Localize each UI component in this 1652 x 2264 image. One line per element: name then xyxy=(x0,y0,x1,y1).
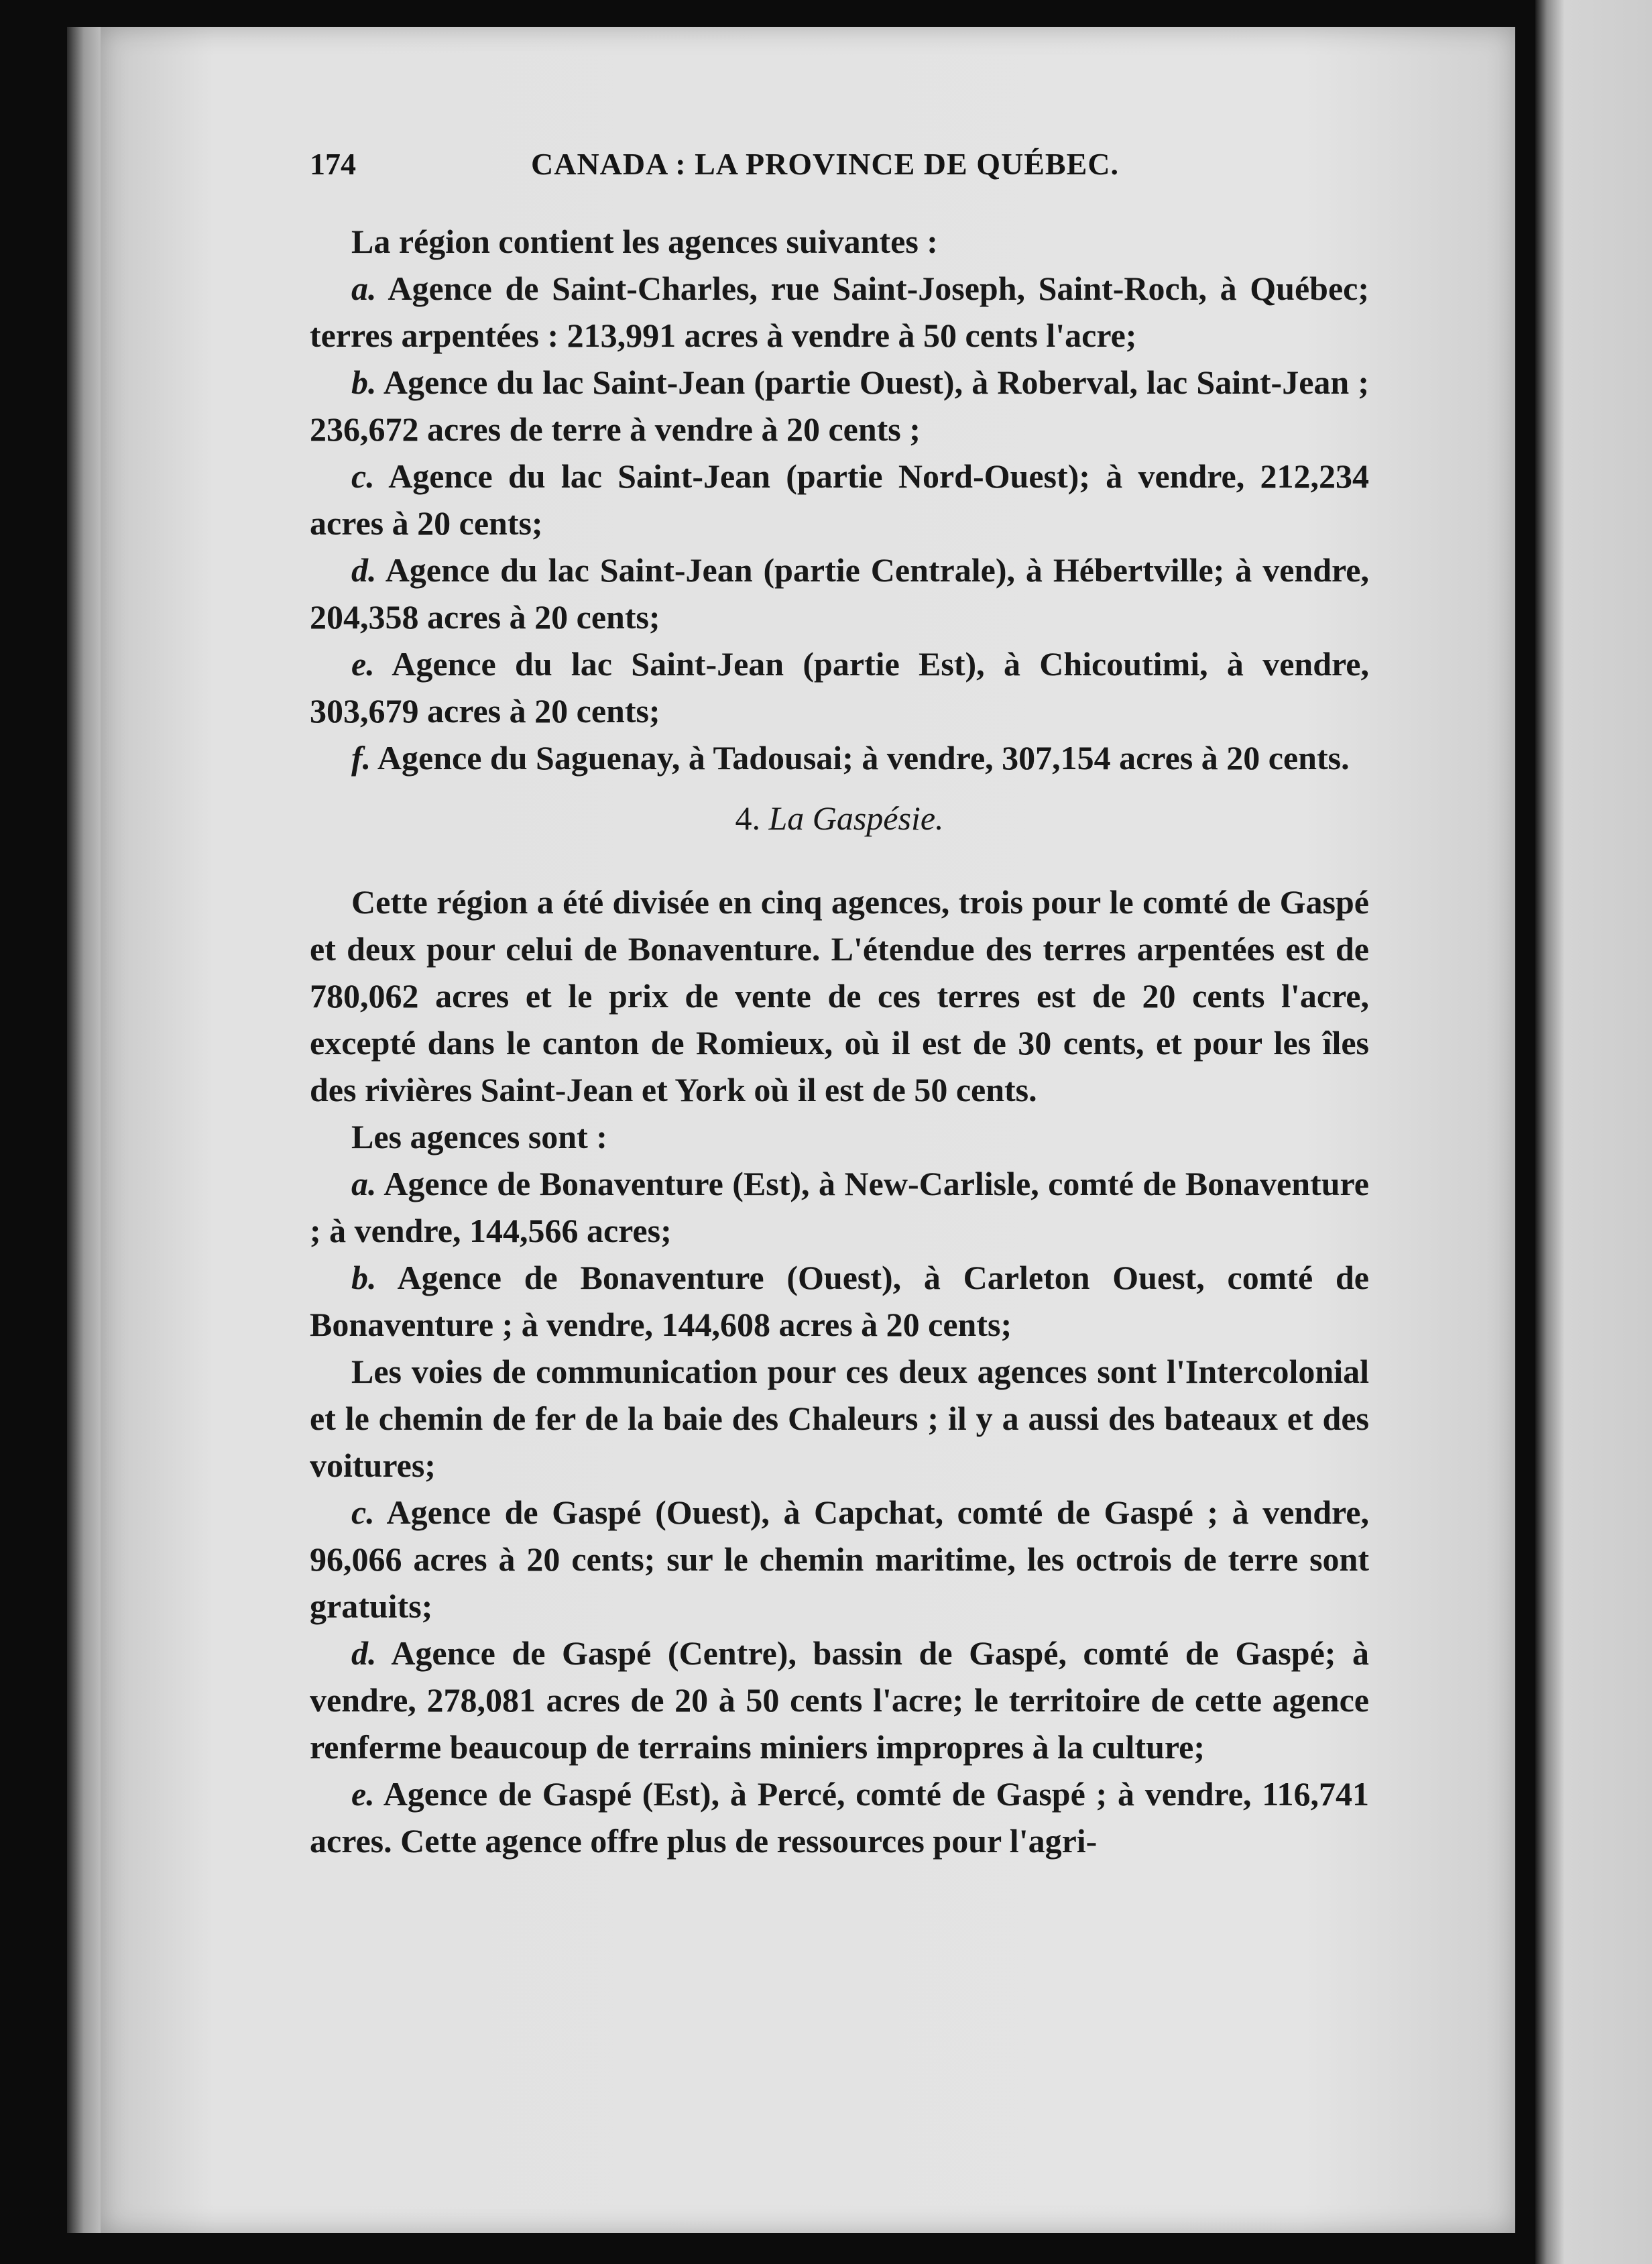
section-number: 4. xyxy=(735,799,760,837)
item-label: d. xyxy=(351,1634,377,1672)
section4-paragraph: Cette région a été divisée en cinq agences, trois pour le comté de Gaspé et deux pour celui de Bonaventure. L'étendue des terres arpentées est de 780,062 acres et le prix de vente de ces terres est de 20 cents l'acre, excepté dans le canton de Romieux, où il est de 30 cents, et pour les îles des rivières Saint-Jean et York où il est de 50 cents. xyxy=(310,883,1369,1109)
communication-paragraph: Les voies de communication pour ces deux agences sont l'Intercolonial et le chemin de fer de la baie des Chaleurs ; il y a aussi des bateaux et des voitures; xyxy=(310,1353,1369,1484)
page-body xyxy=(310,218,1369,1864)
item-label: e. xyxy=(351,1775,375,1813)
list-item xyxy=(310,640,1369,734)
item-text: Agence du lac Saint-Jean (partie Centrale), à Hébertville; à vendre, 204,358 acres à 20 cents; xyxy=(310,551,1369,636)
item-text: Agence du Saguenay, à Tadousai; à vendre, 307,154 acres à 20 cents. xyxy=(377,739,1350,777)
item-label: a. xyxy=(351,1165,377,1202)
item-text: Agence de Saint-Charles, rue Saint-Joseph, Saint-Roch, à Québec; terres arpentées : 213,991 acres à vendre à 50 cents l'acre; xyxy=(310,270,1369,354)
book-binding xyxy=(67,27,101,2233)
item-label: e. xyxy=(351,645,375,683)
section-title: La Gaspésie. xyxy=(768,799,944,837)
item-text: Agence de Gaspé (Ouest), à Capchat, comté de Gaspé ; à vendre, 96,066 acres à 20 cents; sur le chemin maritime, les octrois de terre sont gratuits; xyxy=(310,1493,1370,1625)
list-item xyxy=(310,547,1369,640)
list-item xyxy=(310,734,1369,781)
list-item xyxy=(310,265,1369,359)
list-item xyxy=(310,453,1369,547)
item-text: Agence de Gaspé (Est), à Percé, comté de Gaspé ; à vendre, 116,741 acres. Cette agence offre plus de ressources pour l'agri- xyxy=(310,1775,1369,1860)
page-number: 174 xyxy=(310,147,356,181)
list-item xyxy=(310,1770,1369,1864)
item-label: b. xyxy=(351,1259,377,1296)
page-header xyxy=(310,146,1369,193)
section-heading xyxy=(310,795,1369,842)
list-item xyxy=(310,1630,1369,1770)
list-item xyxy=(310,1254,1369,1348)
item-label: f. xyxy=(351,739,371,777)
list-item xyxy=(310,1489,1369,1630)
facing-page-edge xyxy=(1535,0,1652,2264)
agences-intro: Les agences sont : xyxy=(351,1118,607,1155)
item-text: Agence de Bonaventure (Ouest), à Carleton Ouest, comté de Bonaventure ; à vendre, 144,608 acres à 20 cents; xyxy=(310,1259,1369,1343)
item-label: c. xyxy=(351,457,375,495)
item-text: Agence de Gaspé (Centre), bassin de Gaspé, comté de Gaspé; à vendre, 278,081 acres de 20 à 50 cents l'acre; le territoire de cette agence renferme beaucoup de terrains miniers impropres à la culture; xyxy=(310,1634,1369,1766)
item-label: c. xyxy=(351,1493,375,1531)
item-label: a. xyxy=(351,270,377,307)
item-label: d. xyxy=(351,551,377,589)
item-text: Agence du lac Saint-Jean (partie Nord-Ouest); à vendre, 212,234 acres à 20 cents; xyxy=(310,457,1369,542)
item-text: Agence du lac Saint-Jean (partie Est), à Chicoutimi, à vendre, 303,679 acres à 20 cents; xyxy=(310,645,1369,730)
item-label: b. xyxy=(351,363,377,401)
running-title: CANADA : LA PROVINCE DE QUÉBEC. xyxy=(531,147,1119,181)
list-item xyxy=(310,359,1369,453)
list-item xyxy=(310,1160,1369,1254)
item-text: Agence de Bonaventure (Est), à New-Carlisle, comté de Bonaventure ; à vendre, 144,566 acres; xyxy=(310,1165,1369,1249)
item-text: Agence du lac Saint-Jean (partie Ouest), à Roberval, lac Saint-Jean ; 236,672 acres de terre à vendre à 20 cents ; xyxy=(310,363,1369,448)
section3-intro: La région contient les agences suivantes : xyxy=(351,223,938,260)
